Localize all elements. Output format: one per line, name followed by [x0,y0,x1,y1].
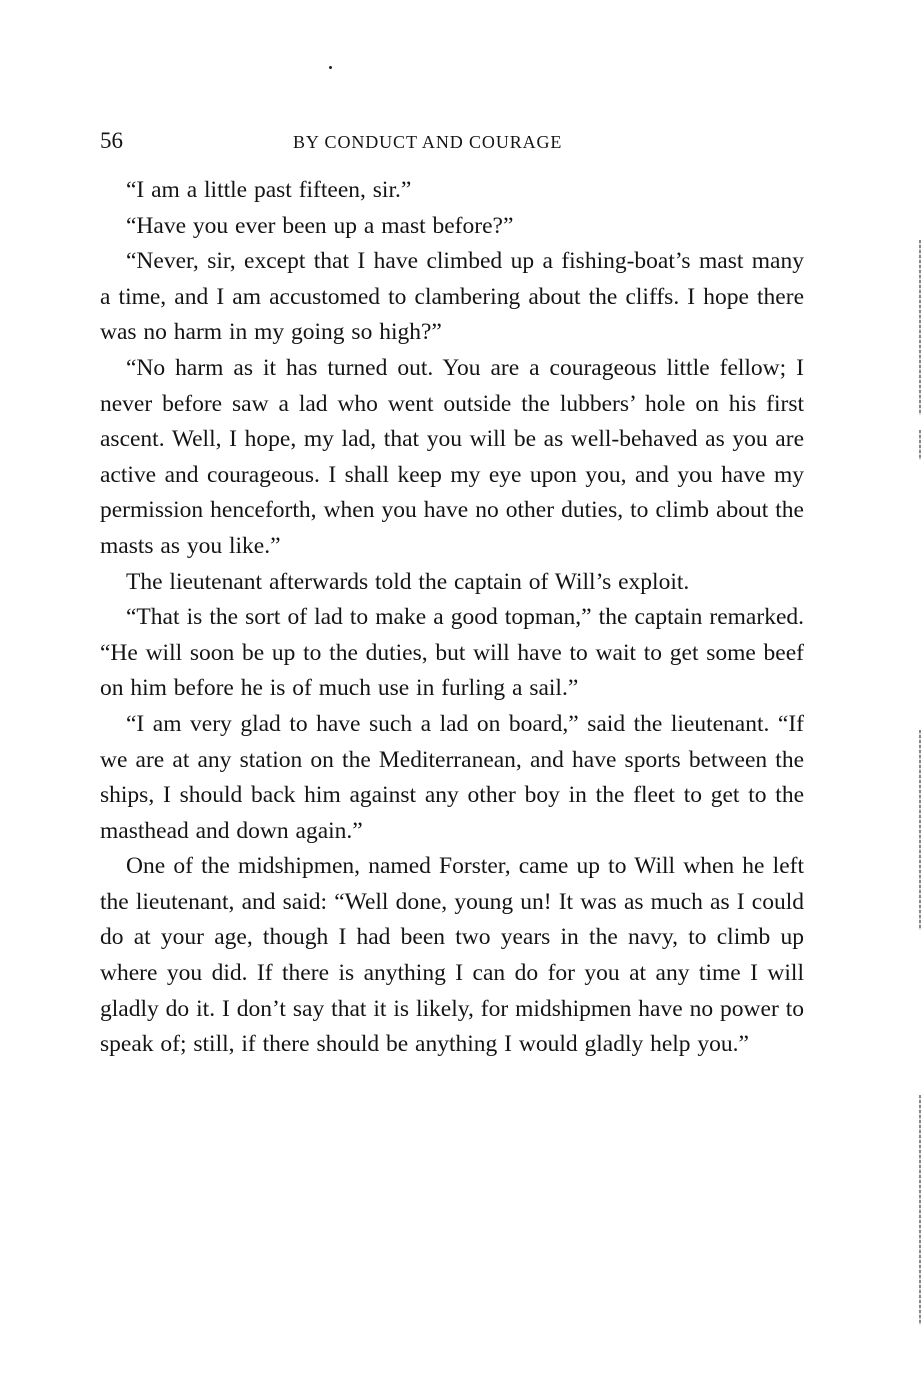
paragraph-lieutenant-told: The lieutenant afterwards told the captain of Will’s exploit. [126,568,690,595]
body-text [100,173,804,1063]
page-edge-shadow [919,240,921,415]
page-edge-shadow [919,430,921,460]
paragraph-age-reply: “I am a little past fifteen, sir.” [126,177,412,203]
paragraph-glad-on-board: “I am very glad to have such a lad on board,” said the lieutenant. “If we are at any station on the Mediterranean, and have sports between the ships, I should back him against any other boy in the fleet to get to the masthead and down again.” [100,710,804,844]
paragraph-forster: One of the midshipmen, named Forster, came up to Will when he left the lieutenant, and said: “Well done, young un! It was as much as I could do at your age, though I had been two years in the navy, to climb up where you did. If there is anything I can do for you at any time I will gladly do it. I don’t say that it is likely, for midshipmen have no power to speak of; still, if there should be anything I would gladly help you.” [100,853,804,1058]
paragraph-mast-question: “Have you ever been up a mast before?” [126,212,514,239]
running-title: BY CONDUCT AND COURAGE [293,132,563,152]
paragraph-good-topman: “That is the sort of lad to make a good topman,” the captain remarked. “He will soon be up to the duties, but will have to wait to get some beef on him before he is of much use in furling a sail.” [100,604,804,702]
page-edge-shadow [919,730,921,930]
running-head [100,126,804,156]
paragraph-fishing-boat: “Never, sir, except that I have climbed up a fishing-boat’s mast many a time, and I am accustomed to clambering about the cliffs. I hope there was no harm in my going so high?” [100,248,804,346]
page-number: 56 [100,128,123,153]
paragraph-no-harm: “No harm as it has turned out. You are a courageous little fellow; I never before saw a lad who went outside the lubbers’ hole on his first ascent. Well, I hope, my lad, that you will be as well-behaved as you are active and courageous. I shall keep my eye upon you, and you have my permission henceforth, when you have no other duties, to climb about the masts as you like.” [100,354,804,559]
page-edge-shadow [919,1095,921,1325]
ink-speck [329,66,332,69]
